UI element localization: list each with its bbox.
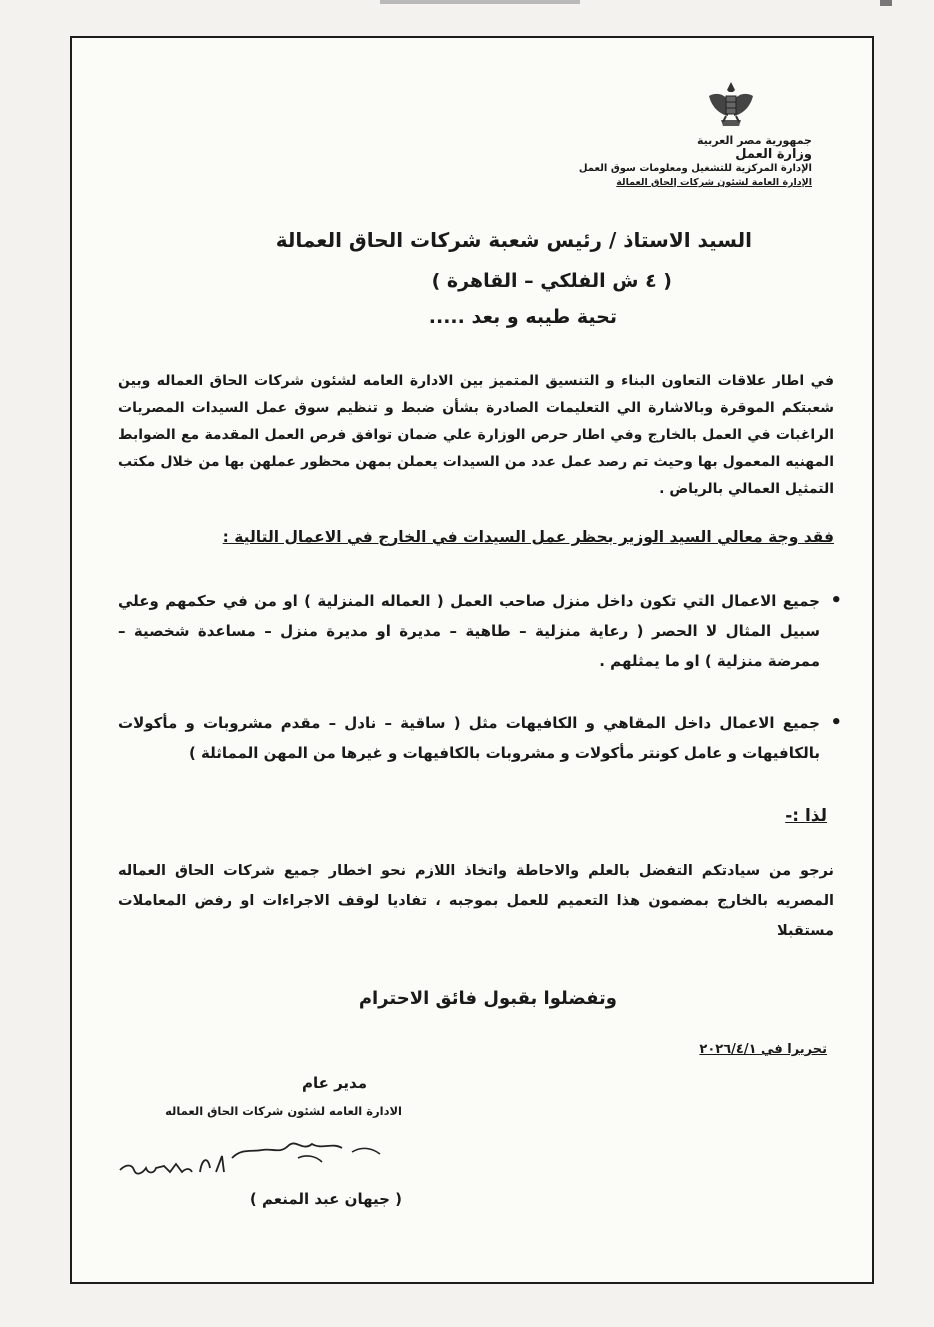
closing-line: وتفضلوا بقبول فائق الاحترام: [358, 988, 617, 1009]
recipient-title: السيد الاستاذ / رئيس شعبة شركات الحاق العمالة: [275, 228, 752, 252]
general-administration: الإدارة العامة لشئون شركات إلحاق العمالة: [616, 177, 812, 188]
recipient-address: ( ٤ ش الفلكي – القاهرة ): [431, 270, 672, 292]
country-name: جمهورية مصر العربية: [697, 134, 812, 147]
document-frame: [70, 36, 874, 1284]
handwritten-signature: [112, 1128, 452, 1188]
request-paragraph: نرجو من سيادتكم التفضل بالعلم والاحاطة واتخاذ اللازم نحو اخطار جميع شركات الحاق العماله المصريه بالخارج بمضمون هذا التعميم للعمل بموجبه ، تفاديا لوقف الاجراءات او رفض المعاملات مستقبلا: [118, 863, 834, 939]
minister-directive: فقد وجة معالي السيد الوزير بحظر عمل السيدات في الخارج في الاعمال التالية :: [222, 528, 834, 546]
ministry-name: وزارة العمل: [735, 147, 812, 162]
prohibited-jobs-list-1: [118, 586, 842, 676]
central-administration: الإدارة المركزية للتشغيل ومعلومات سوق العمل: [578, 163, 812, 174]
scan-corner-mark: [880, 0, 892, 6]
signatory-name: ( جيهان عبد المنعم ): [249, 1190, 402, 1208]
signatory-department: الادارة العامه لشئون شركات الحاق العماله: [165, 1104, 402, 1118]
list-item: • جميع الاعمال داخل المقاهي و الكافيهات مثل ( ساقية – نادل – مقدم مشروبات و مأكولات بالكافيهات و عامل كونتر مأكولات و مشروبات بالكافيهات و غيرها من المهن المماثلة ): [118, 708, 842, 768]
prohibited-jobs-list-2: [118, 708, 842, 768]
issue-date: تحريرا في ٢٠٢٦/٤/١: [699, 1042, 827, 1057]
list-item: • جميع الاعمال التي تكون داخل منزل صاحب العمل ( العماله المنزلية ) او من في حكمهم وعلي سبيل المثال لا الحصر ( رعاية منزلية – طاهية – مديرة او مديرة منزل – مساعدة شخصية – ممرضة منزلية ) او ما يمثلهم .: [118, 586, 842, 676]
eagle-emblem-icon: [706, 76, 756, 132]
greeting: تحية طيبه و بعد .....: [428, 306, 617, 328]
intro-paragraph: في اطار علاقات التعاون البناء و التنسيق المتميز بين الادارة العامه لشئون شركات الحاق العماله وبين شعبتكم الموقرة وبالاشارة الي التعليمات الصادرة بشأن ضبط و تنظيم سوق عمل السيدات المصريات الراغبات في العمل بالخارج وفي اطار حرص الوزارة علي ضمان توافق فرص العمل المقدمة مع الضوابط المهنيه المعمول بها وحيث تم رصد عمل عدد من السيدات يعملن بمهن محظور عملهن بها من خلال مكتب التمثيل العمالي بالرياض .: [118, 373, 834, 497]
scan-edge-mark: [380, 0, 580, 4]
signatory-title: مدير عام: [301, 1074, 367, 1092]
letterhead: [572, 76, 812, 190]
therefore-heading: لذا :-: [785, 806, 827, 826]
